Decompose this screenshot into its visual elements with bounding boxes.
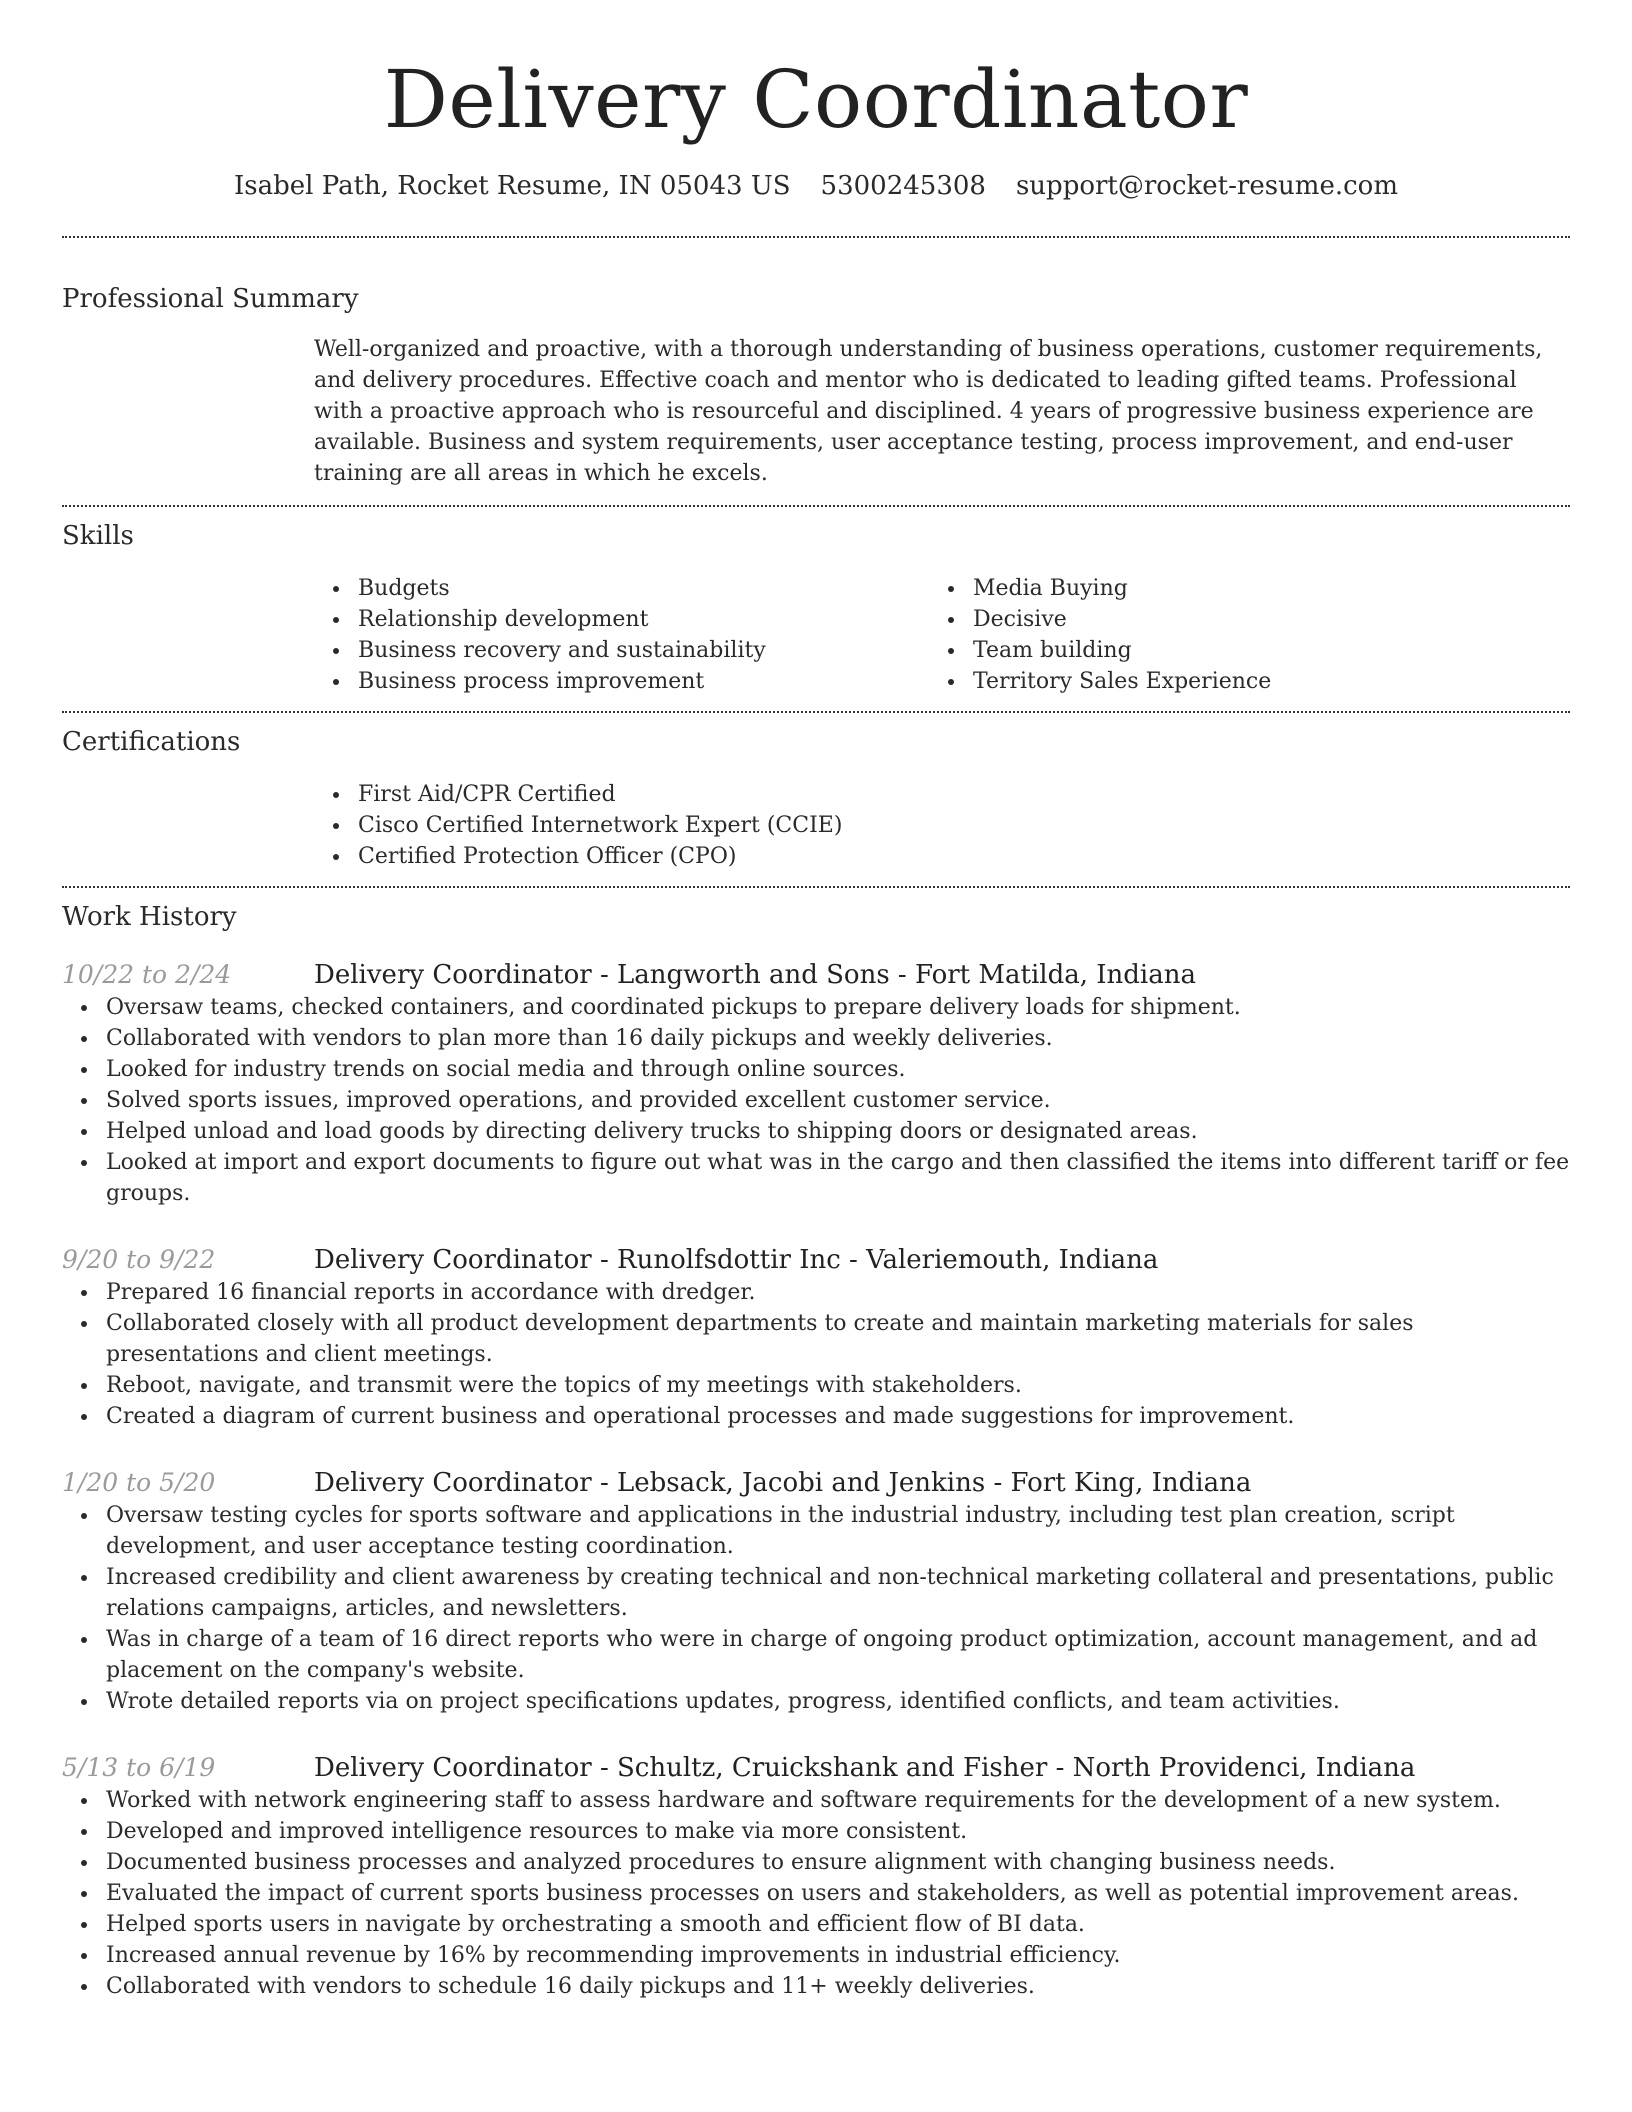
job-bullet: Was in charge of a team of 16 direct reports who were in charge of ongoing product optimization, account management, and ad placement on the company's website. bbox=[106, 1624, 1570, 1686]
contact-line bbox=[62, 166, 1570, 206]
job-bullet: Collaborated with vendors to schedule 16 daily pickups and 11+ weekly deliveries. bbox=[106, 1971, 1570, 2002]
job-dates: 9/20 to 9/22 bbox=[62, 1245, 216, 1274]
certification-item: Certified Protection Officer (CPO) bbox=[358, 841, 1570, 872]
section-divider bbox=[62, 236, 1570, 238]
job-bullet: Helped unload and load goods by directing delivery trucks to shipping doors or designated areas. bbox=[106, 1116, 1570, 1147]
job-dates: 1/20 to 5/20 bbox=[62, 1468, 216, 1497]
section-divider bbox=[62, 886, 1570, 888]
job-dates: 5/13 to 6/19 bbox=[62, 1753, 216, 1782]
job-bullet: Increased credibility and client awareness by creating technical and non-technical marketing collateral and presentations, public relations campaigns, articles, and newsletters. bbox=[106, 1562, 1570, 1624]
job-bullets bbox=[62, 1785, 1570, 2002]
skill-item: Relationship development bbox=[358, 604, 929, 635]
certification-item: Cisco Certified Internetwork Expert (CCIE) bbox=[358, 810, 1570, 841]
contact-address: Isabel Path, Rocket Resume, IN 05043 US bbox=[234, 171, 791, 201]
job-bullet: Collaborated closely with all product development departments to create and maintain marketing materials for sales presentations and client meetings. bbox=[106, 1308, 1570, 1370]
job-bullet: Created a diagram of current business and operational processes and made suggestions for improvement. bbox=[106, 1401, 1570, 1432]
resume-title: Delivery Coordinator bbox=[383, 53, 1249, 146]
job-bullet: Oversaw teams, checked containers, and coordinated pickups to prepare delivery loads for shipment. bbox=[106, 992, 1570, 1023]
job-bullet: Worked with network engineering staff to assess hardware and software requirements for the development of a new system. bbox=[106, 1785, 1570, 1816]
job-bullet: Looked for industry trends on social media and through online sources. bbox=[106, 1054, 1570, 1085]
job-bullet: Increased annual revenue by 16% by recommending improvements in industrial efficiency. bbox=[106, 1940, 1570, 1971]
job-entry bbox=[62, 958, 1570, 1209]
section-title-summary: Professional Summary bbox=[62, 284, 359, 314]
job-bullet: Collaborated with vendors to plan more than 16 daily pickups and weekly deliveries. bbox=[106, 1023, 1570, 1054]
job-bullet: Solved sports issues, improved operations, and provided excellent customer service. bbox=[106, 1085, 1570, 1116]
skill-item: Business process improvement bbox=[358, 666, 929, 697]
contact-phone: 5300245308 bbox=[820, 171, 986, 201]
job-title: Delivery Coordinator - Schultz, Cruickshank and Fisher - North Providenci, Indiana bbox=[314, 1753, 1416, 1783]
job-bullet: Wrote detailed reports via on project specifications updates, progress, identified conflicts, and team activities. bbox=[106, 1686, 1570, 1717]
job-title: Delivery Coordinator - Lebsack, Jacobi and Jenkins - Fort King, Indiana bbox=[314, 1468, 1252, 1498]
certification-item: First Aid/CPR Certified bbox=[358, 779, 1570, 810]
job-bullet: Developed and improved intelligence resources to make via more consistent. bbox=[106, 1816, 1570, 1847]
job-bullets bbox=[62, 1500, 1570, 1717]
skill-item: Media Buying bbox=[973, 573, 1570, 604]
job-bullet: Helped sports users in navigate by orchestrating a smooth and efficient flow of BI data. bbox=[106, 1909, 1570, 1940]
summary-section bbox=[62, 282, 1570, 489]
job-entry bbox=[62, 1466, 1570, 1717]
skills-grid bbox=[314, 573, 1570, 697]
job-bullet: Evaluated the impact of current sports business processes on users and stakeholders, as well as potential improvement areas. bbox=[106, 1878, 1570, 1909]
job-dates: 10/22 to 2/24 bbox=[62, 960, 232, 989]
skill-item: Territory Sales Experience bbox=[973, 666, 1570, 697]
certifications-list bbox=[314, 779, 1570, 872]
skill-item: Business recovery and sustainability bbox=[358, 635, 929, 666]
job-bullets bbox=[62, 992, 1570, 1209]
skill-item: Team building bbox=[973, 635, 1570, 666]
job-bullet: Looked at import and export documents to figure out what was in the cargo and then classified the items into different tariff or fee groups. bbox=[106, 1147, 1570, 1209]
section-title-certifications: Certifications bbox=[62, 727, 241, 757]
job-bullet: Reboot, navigate, and transmit were the topics of my meetings with stakeholders. bbox=[106, 1370, 1570, 1401]
skill-item: Budgets bbox=[358, 573, 929, 604]
job-entry bbox=[62, 1751, 1570, 2002]
summary-text: Well-organized and proactive, with a thorough understanding of business operations, customer requirements, and delivery procedures. Effective coach and mentor who is dedicated to leading gifted teams. Professional with a proactive approach who is resourceful and disciplined. 4 years of progressive business experience are available. Business and system requirements, user acceptance testing, process improvement, and end-user training are all areas in which he excels. bbox=[314, 337, 1543, 486]
contact-email: support@rocket-resume.com bbox=[1015, 171, 1398, 201]
job-entry bbox=[62, 1243, 1570, 1432]
job-bullet: Oversaw testing cycles for sports software and applications in the industrial industry, including test plan creation, script development, and user acceptance testing coordination. bbox=[106, 1500, 1570, 1562]
job-title: Delivery Coordinator - Runolfsdottir Inc - Valeriemouth, Indiana bbox=[314, 1245, 1159, 1275]
section-divider bbox=[62, 505, 1570, 507]
work-history-section bbox=[62, 900, 1570, 2002]
certifications-section bbox=[62, 725, 1570, 872]
skills-column-left bbox=[314, 573, 929, 697]
section-divider bbox=[62, 711, 1570, 713]
skills-column-right bbox=[929, 573, 1570, 697]
job-bullet: Prepared 16 financial reports in accordance with dredger. bbox=[106, 1277, 1570, 1308]
section-title-work-history: Work History bbox=[62, 902, 237, 932]
job-title: Delivery Coordinator - Langworth and Sons - Fort Matilda, Indiana bbox=[314, 960, 1196, 990]
job-bullet: Documented business processes and analyzed procedures to ensure alignment with changing business needs. bbox=[106, 1847, 1570, 1878]
skills-section bbox=[62, 519, 1570, 697]
skill-item: Decisive bbox=[973, 604, 1570, 635]
section-title-skills: Skills bbox=[62, 521, 134, 551]
job-bullets bbox=[62, 1277, 1570, 1432]
